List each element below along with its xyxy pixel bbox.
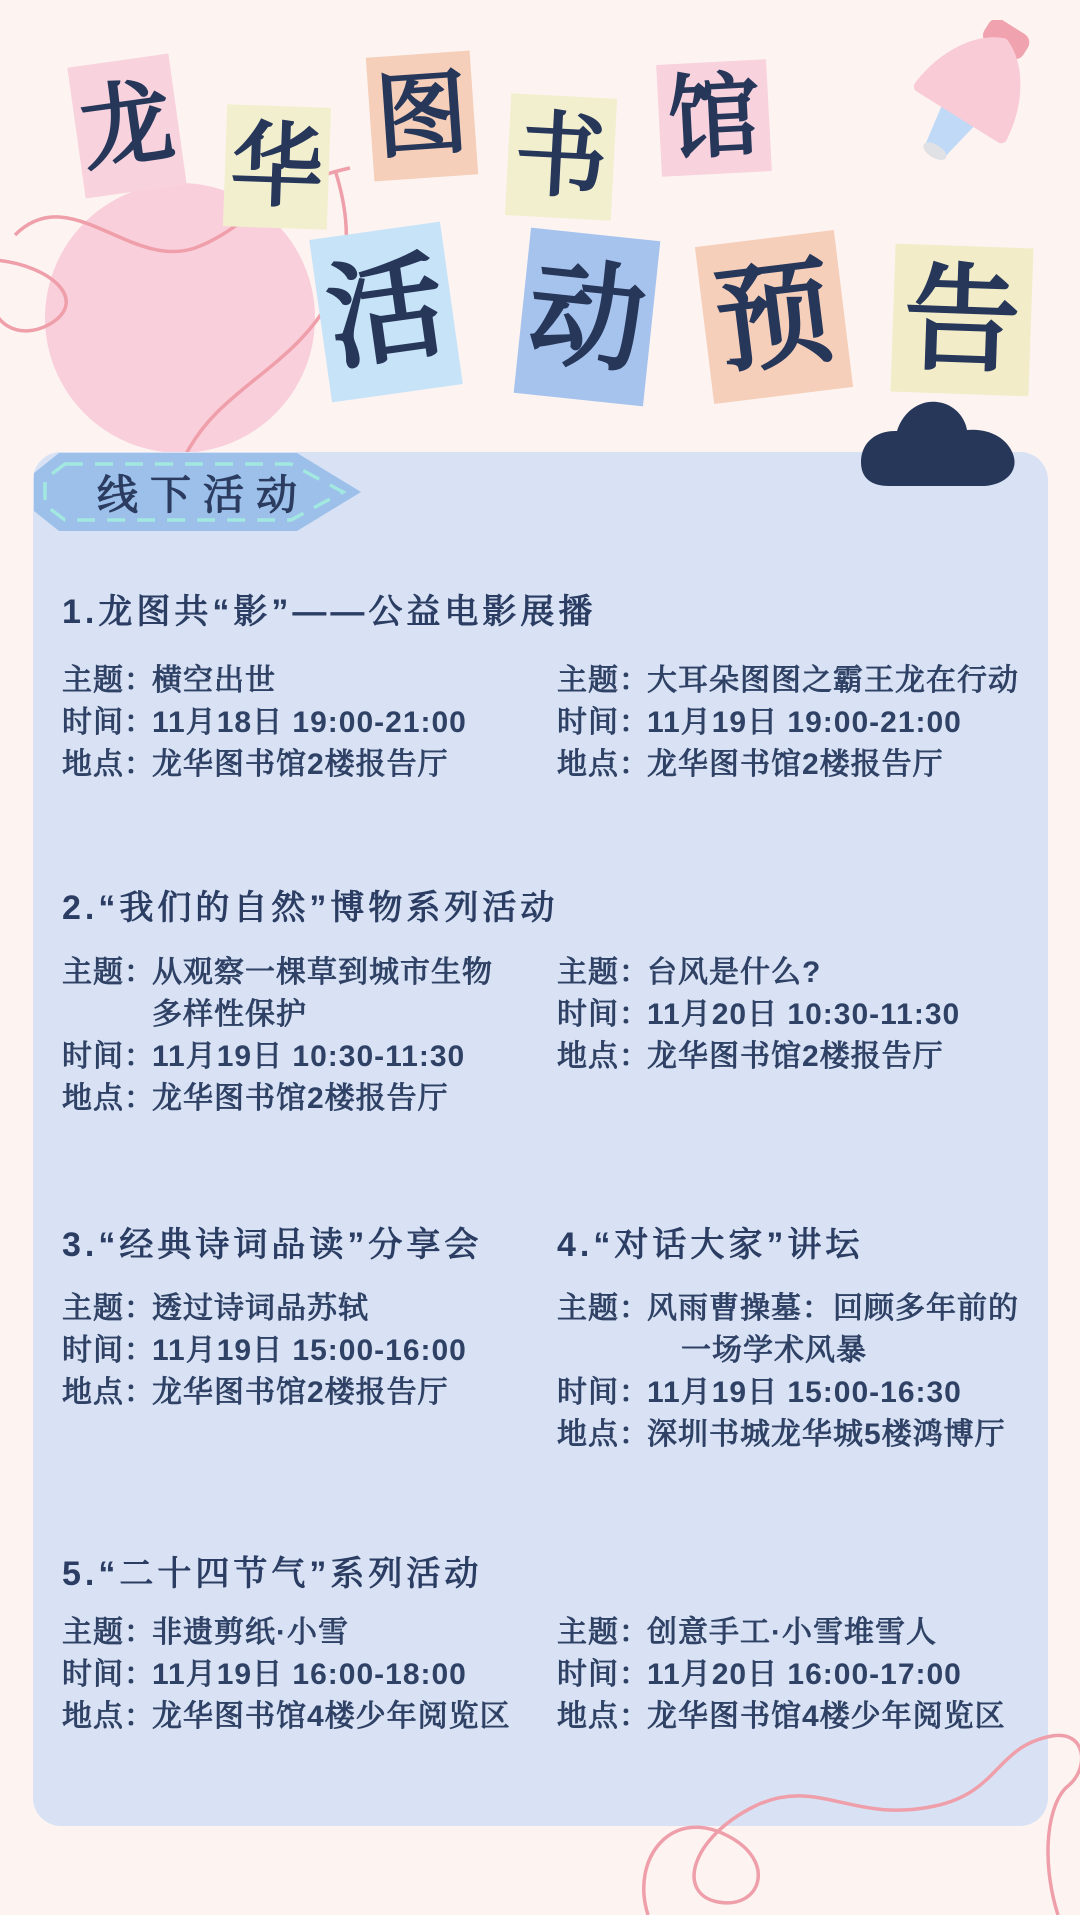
lamp-icon xyxy=(898,20,1040,172)
event-title: 2.“我们的自然”博物系列活动 xyxy=(62,889,559,927)
session-place xyxy=(62,1078,542,1120)
title-tile-yu xyxy=(695,230,853,404)
place-label: 地点： xyxy=(557,1418,650,1451)
session-theme xyxy=(62,1288,542,1330)
place-label: 地点： xyxy=(62,1376,155,1409)
tile-char: 华 xyxy=(229,114,325,220)
time-value: 11月19日 19:00-21:00 xyxy=(647,706,962,739)
event-title: 5.“二十四节气”系列活动 xyxy=(62,1555,483,1593)
session-time xyxy=(62,1654,542,1696)
event-session xyxy=(557,1288,1037,1456)
session-time xyxy=(557,702,1037,744)
place-label: 地点： xyxy=(557,1700,650,1733)
time-label: 时间： xyxy=(557,1658,650,1691)
session-theme xyxy=(62,952,542,994)
time-label: 时间： xyxy=(62,1334,155,1367)
tile-char: 图 xyxy=(372,61,472,171)
time-value: 11月20日 10:30-11:30 xyxy=(647,998,961,1031)
theme-value: 非遗剪纸·小雪 xyxy=(152,1616,349,1649)
title-tile-dong xyxy=(514,228,661,407)
place-label: 地点： xyxy=(62,1082,155,1115)
session-theme xyxy=(557,1288,1037,1330)
session-time xyxy=(62,1330,542,1372)
session-place xyxy=(62,744,542,786)
event-title: 3.“经典诗词品读”分享会 xyxy=(62,1226,483,1264)
theme-label: 主题： xyxy=(557,1616,650,1649)
theme-value-line2: 多样性保护 xyxy=(152,998,307,1031)
theme-label: 主题： xyxy=(557,956,650,989)
place-value: 龙华图书馆2楼报告厅 xyxy=(152,1082,449,1115)
session-time xyxy=(557,1372,1037,1414)
time-value: 11月19日 15:00-16:00 xyxy=(152,1334,467,1367)
session-place xyxy=(557,744,1037,786)
place-value: 龙华图书馆4楼少年阅览区 xyxy=(647,1700,1006,1733)
session-theme xyxy=(62,1612,542,1654)
place-value: 龙华图书馆2楼报告厅 xyxy=(152,748,449,781)
place-value: 龙华图书馆4楼少年阅览区 xyxy=(152,1700,511,1733)
session-theme xyxy=(557,1612,1037,1654)
session-theme-wrap xyxy=(62,994,542,1036)
theme-value-line2: 一场学术风暴 xyxy=(681,1334,867,1367)
session-theme xyxy=(557,952,1037,994)
events-content xyxy=(33,452,1048,1826)
event-session xyxy=(557,952,1037,1078)
theme-label: 主题： xyxy=(62,1616,155,1649)
place-value: 龙华图书馆2楼报告厅 xyxy=(647,1040,944,1073)
place-value: 龙华图书馆2楼报告厅 xyxy=(152,1376,449,1409)
time-label: 时间： xyxy=(62,1658,155,1691)
event-title: 1.龙图共“影”——公益电影展播 xyxy=(62,593,597,631)
session-theme xyxy=(557,660,1037,702)
event-session xyxy=(62,1612,542,1738)
place-label: 地点： xyxy=(62,748,155,781)
tile-char: 告 xyxy=(901,253,1023,387)
title-tile-huo xyxy=(309,222,463,403)
tile-char: 龙 xyxy=(74,69,180,183)
session-theme-wrap xyxy=(557,1330,1037,1372)
tile-char: 活 xyxy=(319,239,453,385)
time-value: 11月19日 16:00-18:00 xyxy=(152,1658,467,1691)
theme-value: 台风是什么? xyxy=(647,956,822,989)
time-value: 11月18日 19:00-21:00 xyxy=(152,706,467,739)
time-label: 时间： xyxy=(557,706,650,739)
title-tile-long xyxy=(67,54,186,199)
place-label: 地点： xyxy=(62,1700,155,1733)
event-session xyxy=(62,952,542,1120)
title-tile-gao xyxy=(890,244,1033,397)
time-label: 时间： xyxy=(62,706,155,739)
session-place xyxy=(62,1372,542,1414)
title-tile-shu xyxy=(505,93,617,220)
event-session xyxy=(62,1288,542,1414)
theme-value: 创意手工·小雪堆雪人 xyxy=(647,1616,937,1649)
place-value: 龙华图书馆2楼报告厅 xyxy=(647,748,944,781)
time-value: 11月20日 16:00-17:00 xyxy=(647,1658,962,1691)
theme-value: 横空出世 xyxy=(152,664,276,697)
tile-char: 书 xyxy=(512,103,610,211)
theme-label: 主题： xyxy=(557,664,650,697)
time-label: 时间： xyxy=(557,1376,650,1409)
session-time xyxy=(62,1036,542,1078)
section-ribbon xyxy=(33,452,363,532)
session-time xyxy=(62,702,542,744)
session-place xyxy=(557,1696,1037,1738)
time-label: 时间： xyxy=(62,1040,155,1073)
time-label: 时间： xyxy=(557,998,650,1031)
session-time xyxy=(557,1654,1037,1696)
time-value: 11月19日 15:00-16:30 xyxy=(647,1376,962,1409)
tile-char: 动 xyxy=(522,246,652,388)
theme-label: 主题： xyxy=(62,664,155,697)
theme-value: 风雨曹操墓：回顾多年前的 xyxy=(647,1292,1019,1325)
place-label: 地点： xyxy=(557,1040,650,1073)
theme-label: 主题： xyxy=(557,1292,650,1325)
place-label: 地点： xyxy=(557,748,650,781)
theme-label: 主题： xyxy=(62,1292,155,1325)
session-theme xyxy=(62,660,542,702)
time-value: 11月19日 10:30-11:30 xyxy=(152,1040,466,1073)
title-tile-guan xyxy=(656,59,772,177)
event-session xyxy=(62,660,542,786)
theme-value: 从观察一棵草到城市生物 xyxy=(152,956,493,989)
theme-value: 透过诗词品苏轼 xyxy=(152,1292,369,1325)
theme-label: 主题： xyxy=(62,956,155,989)
session-place xyxy=(557,1414,1037,1456)
session-place xyxy=(557,1036,1037,1078)
section-title: 线下活动 xyxy=(97,471,309,518)
tile-char: 预 xyxy=(708,245,840,389)
event-title: 4.“对话大家”讲坛 xyxy=(557,1226,864,1264)
event-session xyxy=(557,660,1037,786)
tile-char: 馆 xyxy=(665,64,763,172)
theme-value: 大耳朵图图之霸王龙在行动 xyxy=(647,664,1019,697)
session-place xyxy=(62,1696,542,1738)
session-time xyxy=(557,994,1037,1036)
title-tile-tu xyxy=(366,51,478,182)
place-value: 深圳书城龙华城5楼鸿博厅 xyxy=(647,1418,1006,1451)
event-session xyxy=(557,1612,1037,1738)
title-tile-hua xyxy=(223,104,331,230)
